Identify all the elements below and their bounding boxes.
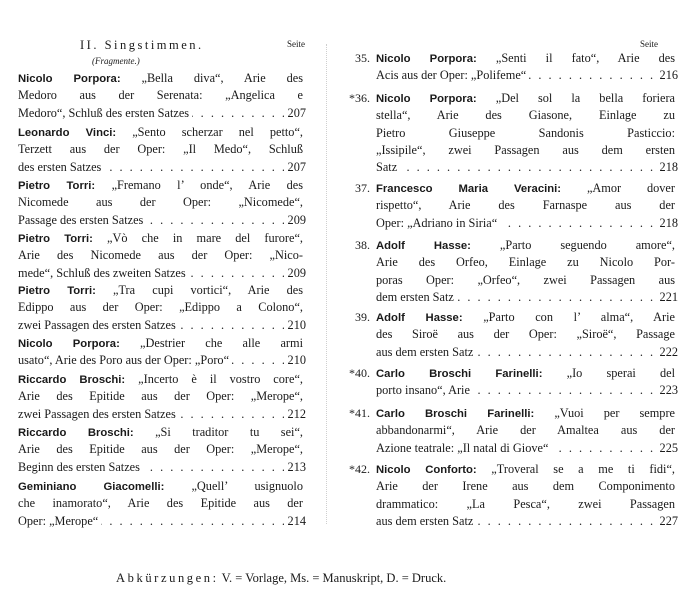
page-number: 223: [656, 382, 678, 399]
entry-line: [376, 461, 678, 478]
toc-entry: [349, 405, 678, 457]
entry-text: Pietro Giuseppe Sandonis Pasticcio:: [376, 126, 678, 140]
entry-text: Riccardo Broschi: „Si traditor tu sei“,: [18, 425, 306, 439]
entry-line: [376, 142, 678, 159]
entry-text: rispetto“, Arie des Farnaspe aus der: [376, 198, 678, 212]
entry-number: *36.: [349, 91, 370, 105]
footer-label: Abkürzungen:: [116, 571, 219, 585]
entry-text: aus dem ersten Satz: [376, 345, 476, 359]
page-number: 209: [284, 212, 306, 229]
entry-number: *40.: [349, 366, 370, 380]
entry-text: Arie der Irene aus dem Componimento: [376, 479, 678, 493]
entry-line: [18, 478, 306, 495]
toc-entry: [18, 335, 306, 370]
entry-line: [18, 459, 306, 476]
entry-line: [18, 335, 306, 352]
page-number: 218: [656, 159, 678, 176]
entry-line: [18, 247, 306, 264]
entry-text: Beginn des ersten Satzes: [18, 460, 143, 474]
page-number: 216: [656, 67, 678, 84]
entry-line: [18, 212, 306, 229]
entry-text: „Issipile“, zwei Passagen aus dem ersten: [376, 143, 678, 157]
entry-number: *41.: [349, 406, 370, 420]
entry-line: [376, 50, 678, 67]
toc-entry: [355, 237, 678, 306]
entry-number: 37.: [355, 181, 370, 195]
page-number: 210: [284, 317, 306, 334]
entry-number: 35.: [355, 51, 370, 65]
entry-text: aus dem ersten Satz: [376, 514, 476, 528]
section-title: II. Singstimmen.: [80, 38, 204, 52]
entry-text: Leonardo Vinci: „Sento scherzar nel petto“,: [18, 125, 306, 139]
entry-line: [376, 309, 678, 326]
entry-text: Arie des Nicomede aus der Oper: „Nico-: [18, 248, 306, 262]
entry-line: [376, 90, 678, 107]
entry-line: [18, 282, 306, 299]
entry-text: Arie des Epitide aus der Oper: „Merope“,: [18, 389, 306, 403]
toc-entry: [18, 371, 306, 423]
entry-line: [376, 237, 678, 254]
entry-line: [18, 87, 306, 104]
page-number: 207: [284, 105, 306, 122]
entry-text: drammatico: „La Pesca“, zwei Passagen: [376, 497, 678, 511]
entry-number: 38.: [355, 238, 370, 252]
entry-text: Carlo Broschi Farinelli: „Io sperai del: [376, 366, 678, 380]
entry-text: Nicolo Porpora: „Bella diva“, Arie des: [18, 71, 306, 85]
entry-line: [376, 125, 678, 142]
entry-line: [18, 159, 306, 176]
entry-line: [18, 495, 306, 512]
entry-text: Adolf Hasse: „Parto con l’ alma“, Arie: [376, 310, 678, 324]
entry-text: che inamorato“, Arie des Epitide aus der: [18, 496, 306, 510]
entry-line: [376, 272, 678, 289]
toc-entry: [18, 478, 306, 530]
toc-entry: [18, 177, 306, 229]
entry-line: [18, 70, 306, 87]
entry-line: [376, 67, 678, 84]
column-divider: [326, 44, 327, 524]
entry-text: zwei Passagen des ersten Satzes: [18, 318, 179, 332]
entry-text: porto insano“, Arie: [376, 383, 473, 397]
toc-entry: [349, 461, 678, 530]
entry-text: Terzett aus der Oper: „Il Medo“, Schluß: [18, 142, 306, 156]
toc-entry: [18, 424, 306, 476]
entry-text: Riccardo Broschi: „Incerto è il vostro core“,: [18, 372, 306, 386]
toc-entry: [349, 365, 678, 400]
page-number: 214: [284, 513, 306, 530]
entry-line: [376, 326, 678, 343]
entry-line: [376, 365, 678, 382]
entry-line: [376, 180, 678, 197]
entry-line: [18, 265, 306, 282]
entry-line: [376, 496, 678, 513]
entry-line: [18, 441, 306, 458]
toc-entry: [355, 50, 678, 85]
page-number: 209: [284, 265, 306, 282]
entry-text: zwei Passagen des ersten Satzes: [18, 407, 179, 421]
entry-text: Francesco Maria Veracini: „Amor dover: [376, 181, 678, 195]
entry-line: [18, 194, 306, 211]
entry-text: Arie des Epitide aus der Oper: „Merope“,: [18, 442, 306, 456]
seite-label-left: Seite: [287, 39, 305, 49]
entry-text: Nicomede aus der Oper: „Nicomede“,: [18, 195, 306, 209]
entry-line: [376, 107, 678, 124]
entry-text: Passage des ersten Satzes: [18, 213, 146, 227]
entry-line: [18, 299, 306, 316]
toc-entry: [355, 309, 678, 361]
entry-text: Nicolo Conforto: „Troveral se a me ti fidi“,: [376, 462, 678, 476]
entry-line: [376, 344, 678, 361]
entry-text: stella“, Arie des Giasone, Einlage zu: [376, 108, 678, 122]
entry-text: Azione teatrale: „Il natal di Giove“: [376, 441, 551, 455]
entry-line: [18, 352, 306, 369]
page-number: 222: [656, 344, 678, 361]
entry-line: [376, 405, 678, 422]
entry-text: Adolf Hasse: „Parto seguendo amore“,: [376, 238, 678, 252]
entry-line: [376, 254, 678, 271]
entry-text: mede“, Schluß des zweiten Satzes: [18, 266, 189, 280]
entry-text: Edippo aus der Oper: „Edippo a Colono“,: [18, 300, 306, 314]
page-number: 213: [284, 459, 306, 476]
entry-text: Pietro Torri: „Tra cupi vortici“, Arie des: [18, 283, 306, 297]
toc-entry: [18, 124, 306, 176]
entry-line: [376, 159, 678, 176]
entry-line: [18, 141, 306, 158]
entry-text: Arie des Orfeo, Einlage zu Nicolo Por-: [376, 255, 678, 269]
entry-text: Pietro Torri: „Vò che in mare del furore“,: [18, 231, 306, 245]
entry-text: poras Oper: „Orfeo“, zwei Passagen aus: [376, 273, 678, 287]
entry-line: [18, 105, 306, 122]
entry-text: des Siroë aus der Oper: „Siroë“, Passage: [376, 327, 678, 341]
entry-text: Oper: „Merope“: [18, 514, 101, 528]
entry-line: [376, 289, 678, 306]
footer-text: V. = Vorlage, Ms. = Manuskript, D. = Druck.: [221, 571, 447, 585]
page-number: 210: [284, 352, 306, 369]
entry-line: [18, 424, 306, 441]
entry-number: *42.: [349, 462, 370, 476]
entry-line: [376, 478, 678, 495]
entry-line: [376, 422, 678, 439]
page-number: 218: [656, 215, 678, 232]
entry-line: [18, 371, 306, 388]
entry-line: [18, 406, 306, 423]
seite-label-right: Seite: [640, 39, 658, 49]
entry-line: [376, 382, 678, 399]
entry-line: [18, 124, 306, 141]
entry-text: Geminiano Giacomelli: „Quell’ usignuolo: [18, 479, 306, 493]
toc-entry: [355, 180, 678, 232]
entry-line: [376, 440, 678, 457]
page-number: 207: [284, 159, 306, 176]
entry-line: [18, 230, 306, 247]
entry-line: [376, 197, 678, 214]
entry-text: dem ersten Satz: [376, 290, 457, 304]
entry-line: [18, 513, 306, 530]
entry-text: Oper: „Adriano in Siria“: [376, 216, 500, 230]
toc-entry: [349, 90, 678, 176]
entry-text: Acis aus der Oper: „Polifeme“: [376, 68, 529, 82]
entry-text: Medoro aus der Serenata: „Angelica e: [18, 88, 306, 102]
page-number: 221: [656, 289, 678, 306]
entry-text: Nicolo Porpora: „Destrier che alle armi: [18, 336, 306, 350]
entry-text: Satz: [376, 160, 400, 174]
entry-text: des ersten Satzes: [18, 160, 104, 174]
toc-entry: [18, 282, 306, 334]
abbreviations-footer: [116, 571, 446, 586]
entry-text: Pietro Torri: „Fremano l’ onde“, Arie des: [18, 178, 306, 192]
entry-line: [18, 177, 306, 194]
entry-line: [18, 388, 306, 405]
entry-text: Carlo Broschi Farinelli: „Vuoi per sempre: [376, 406, 678, 420]
entry-line: [376, 215, 678, 232]
page-number: 227: [656, 513, 678, 530]
page-number: 225: [656, 440, 678, 457]
toc-entry: [18, 70, 306, 122]
section-subtitle: (Fragmente.): [92, 56, 140, 66]
entry-text: Medoro“, Schluß des ersten Satzes: [18, 106, 192, 120]
entry-line: [18, 317, 306, 334]
entry-number: 39.: [355, 310, 370, 324]
entry-text: Nicolo Porpora: „Senti il fato“, Arie des: [376, 51, 678, 65]
entry-text: usato“, Arie des Poro aus der Oper: „Poro“: [18, 353, 232, 367]
entry-text: Nicolo Porpora: „Del sol la bella foriera: [376, 91, 678, 105]
entry-line: [376, 513, 678, 530]
page-number: 212: [284, 406, 306, 423]
toc-entry: [18, 230, 306, 282]
entry-text: abbandonarmi“, Arie der Amaltea aus der: [376, 423, 678, 437]
